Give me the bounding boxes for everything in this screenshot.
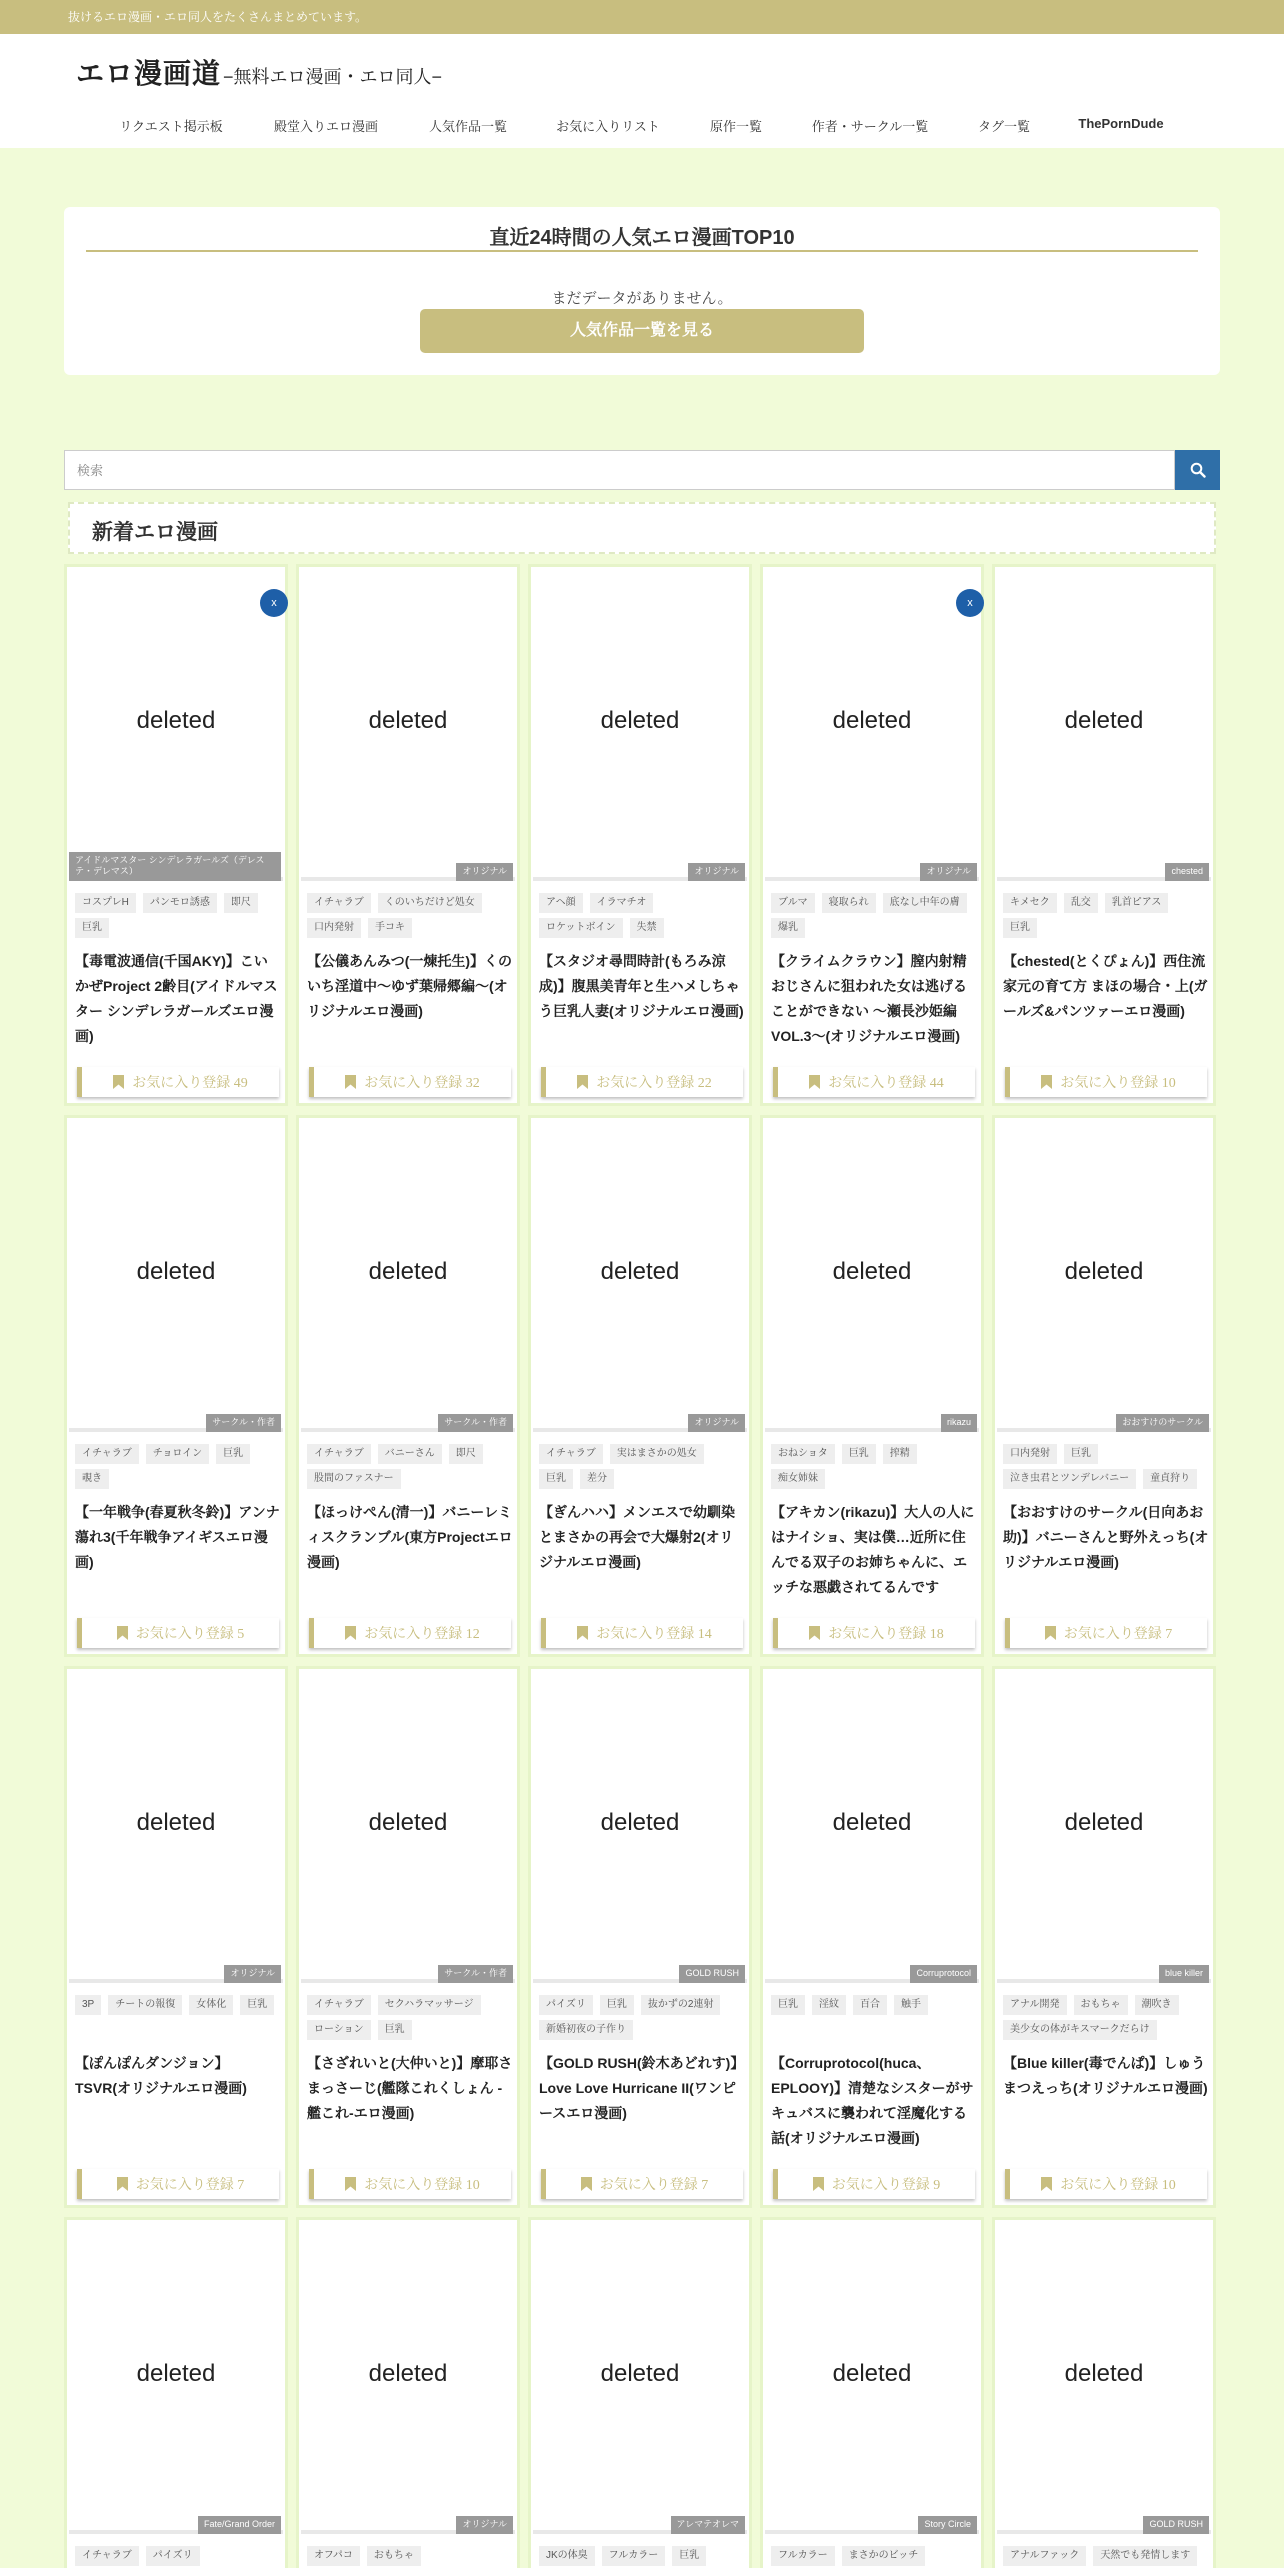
- tag-chip[interactable]: イチャラブ: [307, 893, 371, 913]
- tag-list: [307, 2546, 511, 2566]
- tag-chip[interactable]: 差分: [580, 1469, 614, 1489]
- card-thumbnail[interactable]: [765, 1120, 979, 1432]
- bookmark-icon: [345, 2177, 356, 2191]
- tag-chip[interactable]: パイズリ: [146, 2546, 200, 2566]
- card-thumbnail[interactable]: [69, 1671, 283, 1983]
- manga-card[interactable]: [760, 1666, 984, 2208]
- tag-list: [307, 1444, 511, 1489]
- manga-card[interactable]: [992, 564, 1216, 1106]
- card-title[interactable]: 【アキカン(rikazu)】大人の人にはナイショ、実は僕…近所に住んでる双子のお姉ちゃんに、エッチな悪戯されてるんです: [771, 1504, 975, 1595]
- popular-list-button[interactable]: 人気作品一覧を見る: [420, 309, 864, 353]
- favorite-count: お気に入り登録 44: [828, 1076, 944, 1091]
- manga-card[interactable]: [528, 1115, 752, 1657]
- category-label[interactable]: サークル・作者: [438, 1965, 513, 1983]
- tag-chip[interactable]: 爆乳: [771, 918, 805, 938]
- card-title[interactable]: 【ぽんぽんダンジョン】TSVR(オリジナルエロ漫画): [75, 2055, 247, 2096]
- manga-card[interactable]: [296, 564, 520, 1106]
- category-label[interactable]: GOLD RUSH: [1143, 2516, 1209, 2534]
- tag-chip[interactable]: 巨乳: [771, 1995, 805, 2015]
- category-strip: [533, 1417, 747, 1432]
- favorite-button[interactable]: [541, 1067, 743, 1097]
- tag-chip[interactable]: 股間のファスナー: [307, 1469, 401, 1489]
- tag-chip[interactable]: キメセク: [1003, 893, 1057, 913]
- tag-list: [771, 893, 975, 938]
- favorite-count: お気に入り登録 49: [132, 1076, 248, 1091]
- thumbnail-deleted-text: deleted: [832, 1258, 912, 1285]
- bookmark-icon: [809, 1626, 820, 1640]
- manga-card[interactable]: [296, 1666, 520, 2208]
- thumbnail-deleted-text: deleted: [368, 2360, 448, 2387]
- favorite-button[interactable]: [309, 1067, 511, 1097]
- tag-chip[interactable]: 童貞狩り: [1143, 1469, 1197, 1489]
- tag-list: [307, 893, 511, 938]
- bookmark-icon: [117, 2177, 128, 2191]
- thumbnail-deleted-text: deleted: [832, 1809, 912, 1836]
- card-thumbnail[interactable]: [69, 569, 283, 881]
- bookmark-icon: [113, 1075, 124, 1089]
- tag-chip[interactable]: コスプレH: [75, 893, 136, 913]
- nav-item-popular[interactable]: 人気作品一覧: [428, 119, 508, 134]
- tag-chip[interactable]: イチャラブ: [307, 1995, 371, 2015]
- tag-chip[interactable]: 3P: [75, 1995, 101, 2015]
- nav-item-authors[interactable]: 作者・サークル一覧: [811, 119, 929, 134]
- thumbnail-deleted-text: deleted: [1064, 1258, 1144, 1285]
- category-strip: [997, 1417, 1211, 1432]
- category-label[interactable]: オリジナル: [456, 863, 513, 881]
- tag-chip[interactable]: 痴女姉妹: [771, 1469, 825, 1489]
- nav-item-hall-of-fame[interactable]: 殿堂入りエロ漫画: [273, 119, 379, 134]
- tag-chip[interactable]: イチャラブ: [307, 1444, 371, 1464]
- site-logo[interactable]: [76, 52, 442, 92]
- top-banner: [0, 0, 1284, 34]
- tag-chip[interactable]: 新婚初夜の子作り: [539, 2020, 633, 2040]
- tag-chip[interactable]: パイズリ: [539, 1995, 593, 2015]
- category-label[interactable]: blue killer: [1159, 1965, 1209, 1983]
- tag-list: [771, 1995, 975, 2015]
- tag-list: [75, 1995, 279, 2015]
- search-button[interactable]: [1175, 450, 1220, 490]
- thumbnail-deleted-text: deleted: [600, 1809, 680, 1836]
- tag-list: [75, 1444, 279, 1489]
- category-label[interactable]: chested: [1165, 863, 1209, 881]
- favorite-count: お気に入り登録 9: [831, 2178, 941, 2193]
- category-strip: [997, 1968, 1211, 1983]
- card-thumbnail[interactable]: [533, 2222, 747, 2534]
- section-title: 新着エロ漫画: [92, 521, 218, 544]
- favorite-count: お気に入り登録 10: [1060, 2178, 1176, 2193]
- manga-card[interactable]: [528, 1666, 752, 2208]
- tag-chip[interactable]: パンモロ誘惑: [143, 893, 217, 913]
- bookmark-icon: [1045, 1626, 1056, 1640]
- tag-chip[interactable]: ローション: [307, 2020, 371, 2040]
- card-thumbnail[interactable]: [765, 1671, 979, 1983]
- card-title[interactable]: 【スタジオ尋問時計(もろみ涼成)】腹黒美青年と生ハメしちゃう巨乳人妻(オリジナルエロ漫画): [539, 953, 744, 1019]
- bookmark-icon: [581, 2177, 592, 2191]
- card-title[interactable]: 【一年戦争(春夏秋冬鈴)】アンナ蕩れ3(千年戦争アイギスエロ漫画): [75, 1504, 280, 1570]
- thumbnail-deleted-text: deleted: [1064, 707, 1144, 734]
- tag-chip[interactable]: バニーさん: [378, 1444, 442, 1464]
- nav-item-favorites[interactable]: お気に入りリスト: [556, 119, 660, 134]
- tag-chip[interactable]: 潮吹き: [1135, 1995, 1179, 2015]
- tag-chip[interactable]: 巨乳: [75, 918, 109, 938]
- manga-card[interactable]: [528, 564, 752, 1106]
- tag-chip[interactable]: チョロイン: [146, 1444, 209, 1464]
- tag-chip[interactable]: 即尺: [224, 893, 258, 913]
- favorite-count: お気に入り登録 22: [596, 1076, 712, 1091]
- card-title[interactable]: 【Blue killer(毒でんぱ)】しゅうまつえっち(オリジナルエロ漫画): [1003, 2055, 1208, 2096]
- category-strip: [533, 2519, 747, 2534]
- category-strip: [301, 1968, 515, 1983]
- tag-chip[interactable]: 巨乳: [240, 1995, 274, 2015]
- tag-chip[interactable]: 巨乳: [842, 1444, 876, 1464]
- card-thumbnail[interactable]: [765, 2222, 979, 2534]
- category-strip: [301, 1417, 515, 1432]
- logo-sub-text: −無料エロ漫画・エロ同人−: [223, 67, 443, 87]
- site-header: [0, 34, 1284, 148]
- tag-chip[interactable]: まさかのビッチ: [842, 2546, 926, 2566]
- tag-list: [539, 2546, 743, 2566]
- category-strip: [301, 2519, 515, 2534]
- category-label[interactable]: Story Circle: [918, 2516, 977, 2534]
- manga-card[interactable]: [296, 2217, 520, 2568]
- thumbnail-deleted-text: deleted: [136, 2360, 216, 2387]
- tag-list: [539, 1444, 743, 1489]
- thumbnail-deleted-text: deleted: [136, 1258, 216, 1285]
- remove-badge[interactable]: x: [956, 589, 984, 617]
- thumbnail-deleted-text: deleted: [136, 707, 216, 734]
- card-thumbnail[interactable]: [69, 2222, 283, 2534]
- tag-chip[interactable]: おもちゃ: [367, 2546, 421, 2566]
- favorite-button[interactable]: [309, 2169, 511, 2199]
- tag-chip[interactable]: おもちゃ: [1074, 1995, 1128, 2015]
- manga-card[interactable]: [992, 1666, 1216, 2208]
- bookmark-icon: [813, 2177, 824, 2191]
- tag-chip[interactable]: 巨乳: [539, 1469, 573, 1489]
- bookmark-icon: [577, 1626, 588, 1640]
- tag-chip[interactable]: JKの体臭: [539, 2546, 595, 2566]
- favorite-button[interactable]: [77, 1067, 279, 1097]
- manga-card[interactable]: [528, 2217, 752, 2568]
- tag-chip[interactable]: 淫紋: [812, 1995, 846, 2015]
- favorite-count: お気に入り登録 5: [135, 1627, 245, 1642]
- thumbnail-deleted-text: deleted: [600, 1258, 680, 1285]
- bookmark-icon: [1041, 1075, 1052, 1089]
- card-thumbnail[interactable]: [533, 569, 747, 881]
- card-title[interactable]: 【クライムクラウン】膣内射精おじさんに狙われた女は逃げることができない ～瀬長沙姫編 VOL.3～(オリジナルエロ漫画): [771, 953, 967, 1044]
- card-thumbnail[interactable]: [997, 569, 1211, 881]
- card-thumbnail[interactable]: [997, 2222, 1211, 2534]
- tag-chip[interactable]: イラマチオ: [590, 893, 654, 913]
- ranking-empty-message: まだデータがありません。: [551, 290, 733, 307]
- tag-chip[interactable]: 乳首ピアス: [1105, 893, 1169, 913]
- thumbnail-deleted-text: deleted: [368, 1809, 448, 1836]
- category-label[interactable]: おおすけのサークル: [1116, 1414, 1209, 1432]
- category-label[interactable]: アレマテオレマ: [671, 2516, 745, 2534]
- thumbnail-deleted-text: deleted: [832, 2360, 912, 2387]
- favorite-button[interactable]: [77, 2169, 279, 2199]
- card-thumbnail[interactable]: [301, 1671, 515, 1983]
- category-strip: [533, 1968, 747, 1983]
- tag-chip[interactable]: 巨乳: [216, 1444, 250, 1464]
- bookmark-icon: [1041, 2177, 1052, 2191]
- favorite-button[interactable]: [541, 2169, 743, 2199]
- category-strip: [997, 866, 1211, 881]
- tag-chip[interactable]: 女体化: [189, 1995, 233, 2015]
- favorite-button[interactable]: [773, 2169, 975, 2199]
- favorite-count: お気に入り登録 7: [1063, 1627, 1173, 1642]
- thumbnail-deleted-text: deleted: [136, 1809, 216, 1836]
- tag-chip[interactable]: 乱交: [1064, 893, 1098, 913]
- card-title[interactable]: 【ほっけぺん(清一)】バニーレミィスクランブル(東方Projectエロ漫画): [307, 1504, 513, 1570]
- thumbnail-deleted-text: deleted: [832, 707, 912, 734]
- category-strip: [69, 854, 283, 881]
- tag-chip[interactable]: 口内発射: [1003, 1444, 1057, 1464]
- ranking-panel: [64, 207, 1220, 375]
- tag-chip[interactable]: ロケットボイン: [539, 918, 623, 938]
- tag-chip[interactable]: 美少女の体がキスマークだらけ: [1003, 2020, 1157, 2040]
- favorite-count: お気に入り登録 18: [828, 1627, 944, 1642]
- tag-chip[interactable]: フルカラー: [771, 2546, 835, 2566]
- manga-card[interactable]: [992, 2217, 1216, 2568]
- tag-chip[interactable]: オフパコ: [307, 2546, 360, 2566]
- tag-list: [1003, 893, 1207, 938]
- tag-chip[interactable]: イチャラブ: [539, 1444, 603, 1464]
- category-label[interactable]: rikazu: [941, 1414, 977, 1432]
- tag-list: [307, 1995, 511, 2040]
- favorite-button[interactable]: [1005, 1618, 1207, 1648]
- card-title[interactable]: 【GOLD RUSH(鈴木あどれす)】Love Love Hurricane II(ワンピースエロ漫画): [539, 2055, 745, 2121]
- manga-card[interactable]: [760, 564, 984, 1106]
- card-title[interactable]: 【ぎんハハ】メンエスで幼馴染とまさかの再会で大爆射2(オリジナルエロ漫画): [539, 1504, 735, 1570]
- remove-badge[interactable]: x: [260, 589, 288, 617]
- card-thumbnail[interactable]: [301, 1120, 515, 1432]
- tag-chip[interactable]: 覗き: [75, 1469, 109, 1489]
- favorite-count: お気に入り登録 7: [599, 2178, 709, 2193]
- card-thumbnail[interactable]: [301, 2222, 515, 2534]
- ranking-title-underline: [86, 250, 1198, 252]
- tag-chip[interactable]: イチャラブ: [75, 2546, 139, 2566]
- category-strip: [533, 866, 747, 881]
- thumbnail-deleted-text: deleted: [1064, 1809, 1144, 1836]
- favorite-count: お気に入り登録 14: [596, 1627, 712, 1642]
- category-label[interactable]: オリジナル: [224, 1965, 281, 1983]
- category-label[interactable]: Fate/Grand Order: [198, 2516, 281, 2534]
- tag-chip[interactable]: アナルファック: [1003, 2546, 1086, 2566]
- tag-list: [539, 1995, 743, 2040]
- tag-list: [75, 2546, 279, 2566]
- main-nav: [0, 116, 1284, 146]
- tag-list: [539, 893, 743, 938]
- manga-card[interactable]: [64, 1666, 288, 2208]
- bookmark-icon: [345, 1626, 356, 1640]
- tag-chip[interactable]: 巨乳: [1064, 1444, 1098, 1464]
- tag-chip[interactable]: セクハラマッサージ: [378, 1995, 481, 2015]
- tag-list: [771, 1444, 975, 1489]
- tag-chip[interactable]: アヘ顔: [539, 893, 583, 913]
- favorite-button[interactable]: [1005, 2169, 1207, 2199]
- logo-main-text: エロ漫画道: [76, 58, 222, 89]
- category-strip: [69, 2519, 283, 2534]
- manga-card[interactable]: [64, 564, 288, 1106]
- thumbnail-deleted-text: deleted: [600, 2360, 680, 2387]
- tag-chip[interactable]: 手コキ: [368, 918, 412, 938]
- tag-list: [1003, 2546, 1207, 2566]
- bookmark-icon: [345, 1075, 356, 1089]
- manga-card[interactable]: [64, 1115, 288, 1657]
- bookmark-icon: [809, 1075, 820, 1089]
- category-label[interactable]: GOLD RUSH: [679, 1965, 745, 1983]
- bookmark-icon: [577, 1075, 588, 1089]
- favorite-count: お気に入り登録 12: [364, 1627, 480, 1642]
- category-strip: [765, 1968, 979, 1983]
- tag-chip[interactable]: 巨乳: [1003, 918, 1037, 938]
- tag-chip[interactable]: 即尺: [449, 1444, 483, 1464]
- tag-list: [75, 893, 279, 938]
- tag-chip[interactable]: 搾精: [883, 1444, 917, 1464]
- tag-chip[interactable]: 失禁: [630, 918, 664, 938]
- category-label[interactable]: サークル・作者: [438, 1414, 513, 1432]
- tag-chip[interactable]: 底なし中年の膚: [883, 893, 967, 913]
- category-strip: [765, 1417, 979, 1432]
- nav-item-theporndude[interactable]: ThePornDude: [1078, 116, 1164, 131]
- search-input[interactable]: [64, 450, 1175, 490]
- tag-list: [1003, 1995, 1207, 2040]
- card-thumbnail[interactable]: [69, 1120, 283, 1432]
- top-banner-text: 抜けるエロ漫画・エロ同人をたくさんまとめています。: [68, 10, 368, 24]
- favorite-button[interactable]: [1005, 1067, 1207, 1097]
- favorite-count: お気に入り登録 10: [1060, 1076, 1176, 1091]
- tag-chip[interactable]: 巨乳: [378, 2020, 412, 2040]
- tag-list: [1003, 1444, 1207, 1489]
- tag-chip[interactable]: ブルマ: [771, 893, 815, 913]
- category-label[interactable]: オリジナル: [688, 863, 745, 881]
- tag-chip[interactable]: 口内発射: [307, 918, 361, 938]
- category-label[interactable]: オリジナル: [920, 863, 977, 881]
- thumbnail-deleted-text: deleted: [368, 1258, 448, 1285]
- category-label[interactable]: Corruprotocol: [910, 1965, 977, 1983]
- favorite-button[interactable]: [773, 1618, 975, 1648]
- tag-chip[interactable]: 天然でも発情します: [1093, 2546, 1197, 2566]
- manga-card[interactable]: [760, 1115, 984, 1657]
- category-strip: [69, 1417, 283, 1432]
- new-arrivals-header: [68, 502, 1216, 554]
- nav-item-tags[interactable]: タグ一覧: [977, 119, 1031, 134]
- tag-chip[interactable]: 泣き虫君とツンデレバニー: [1003, 1469, 1136, 1489]
- search-icon: [1190, 462, 1206, 478]
- thumbnail-deleted-text: deleted: [1064, 2360, 1144, 2387]
- category-label[interactable]: オリジナル: [688, 1414, 745, 1432]
- ranking-title: 直近24時間の人気エロ漫画TOP10: [489, 227, 795, 249]
- card-title[interactable]: 【毒電波通信(千国AKY)】こいかぜProject 2齢目(アイドルマスター シンデレラガールズエロ漫画): [75, 953, 278, 1044]
- tag-chip[interactable]: アナル開発: [1003, 1995, 1067, 2015]
- category-label[interactable]: オリジナル: [456, 2516, 513, 2534]
- card-title[interactable]: 【さざれいと(大仲いと)】摩耶さまっさーじ(艦隊これくしょん -艦これ-エロ漫画): [307, 2055, 513, 2121]
- favorite-button[interactable]: [773, 1067, 975, 1097]
- manga-card[interactable]: [296, 1115, 520, 1657]
- favorite-count: お気に入り登録 32: [364, 1076, 480, 1091]
- favorite-count: お気に入り登録 7: [135, 2178, 245, 2193]
- tag-chip[interactable]: 巨乳: [672, 2546, 706, 2566]
- manga-card[interactable]: [760, 2217, 984, 2568]
- category-strip: [765, 2519, 979, 2534]
- card-title[interactable]: 【おおすけのサークル(日向あお助)】バニーさんと野外えっち(オリジナルエロ漫画): [1003, 1504, 1209, 1570]
- favorite-button[interactable]: [541, 1618, 743, 1648]
- category-strip: [765, 866, 979, 881]
- tag-chip[interactable]: イチャラブ: [75, 1444, 139, 1464]
- nav-item-originals[interactable]: 原作一覧: [709, 119, 763, 134]
- search-bar: [64, 450, 1220, 490]
- thumbnail-deleted-text: deleted: [600, 707, 680, 734]
- bookmark-icon: [117, 1626, 128, 1640]
- card-title[interactable]: 【Corruprotocol(huca、EPLOOY)】清楚なシスターがサキュバスに襲われて淫魔化する話(オリジナルエロ漫画): [771, 2055, 974, 2146]
- favorite-count: お気に入り登録 10: [364, 2178, 480, 2193]
- tag-chip[interactable]: くのいちだけど処女: [378, 893, 482, 913]
- tag-chip[interactable]: フルカラー: [602, 2546, 666, 2566]
- tag-chip[interactable]: 抜かずの2連射: [641, 1995, 721, 2015]
- tag-chip[interactable]: 百合: [853, 1995, 887, 2015]
- category-strip: [997, 2519, 1211, 2534]
- card-title[interactable]: 【公儀あんみつ(一煉托生)】くのいち淫道中～ゆず葉帰郷編～(オリジナルエロ漫画): [307, 953, 513, 1019]
- card-thumbnail[interactable]: [301, 569, 515, 881]
- card-thumbnail[interactable]: [533, 1120, 747, 1432]
- nav-item-request-board[interactable]: リクエスト掲示板: [119, 119, 223, 134]
- tag-chip[interactable]: チートの報復: [108, 1995, 182, 2015]
- category-strip: [301, 866, 515, 881]
- tag-chip[interactable]: 実はまさかの処女: [610, 1444, 704, 1464]
- card-thumbnail[interactable]: [997, 1671, 1211, 1983]
- favorite-button[interactable]: [309, 1618, 511, 1648]
- manga-card[interactable]: [64, 2217, 288, 2568]
- card-thumbnail[interactable]: [997, 1120, 1211, 1432]
- tag-chip[interactable]: 寝取られ: [822, 893, 876, 913]
- tag-list: [771, 2546, 975, 2566]
- tag-chip[interactable]: おねショタ: [771, 1444, 835, 1464]
- thumbnail-deleted-text: deleted: [368, 707, 448, 734]
- card-thumbnail[interactable]: [533, 1671, 747, 1983]
- tag-chip[interactable]: 触手: [894, 1995, 928, 2015]
- category-label[interactable]: サークル・作者: [206, 1414, 281, 1432]
- category-strip: [69, 1968, 283, 1983]
- card-title[interactable]: 【chested(とくぴょん)】西住流家元の育て方 まほの場合・上(ガールズ&パンツァーエロ漫画): [1003, 953, 1208, 1019]
- favorite-button[interactable]: [77, 1618, 279, 1648]
- category-label[interactable]: アイドルマスター シンデレラガールズ（デレステ・デレマス）: [69, 852, 281, 881]
- manga-card[interactable]: [992, 1115, 1216, 1657]
- card-thumbnail[interactable]: [765, 569, 979, 881]
- tag-chip[interactable]: 巨乳: [600, 1995, 634, 2015]
